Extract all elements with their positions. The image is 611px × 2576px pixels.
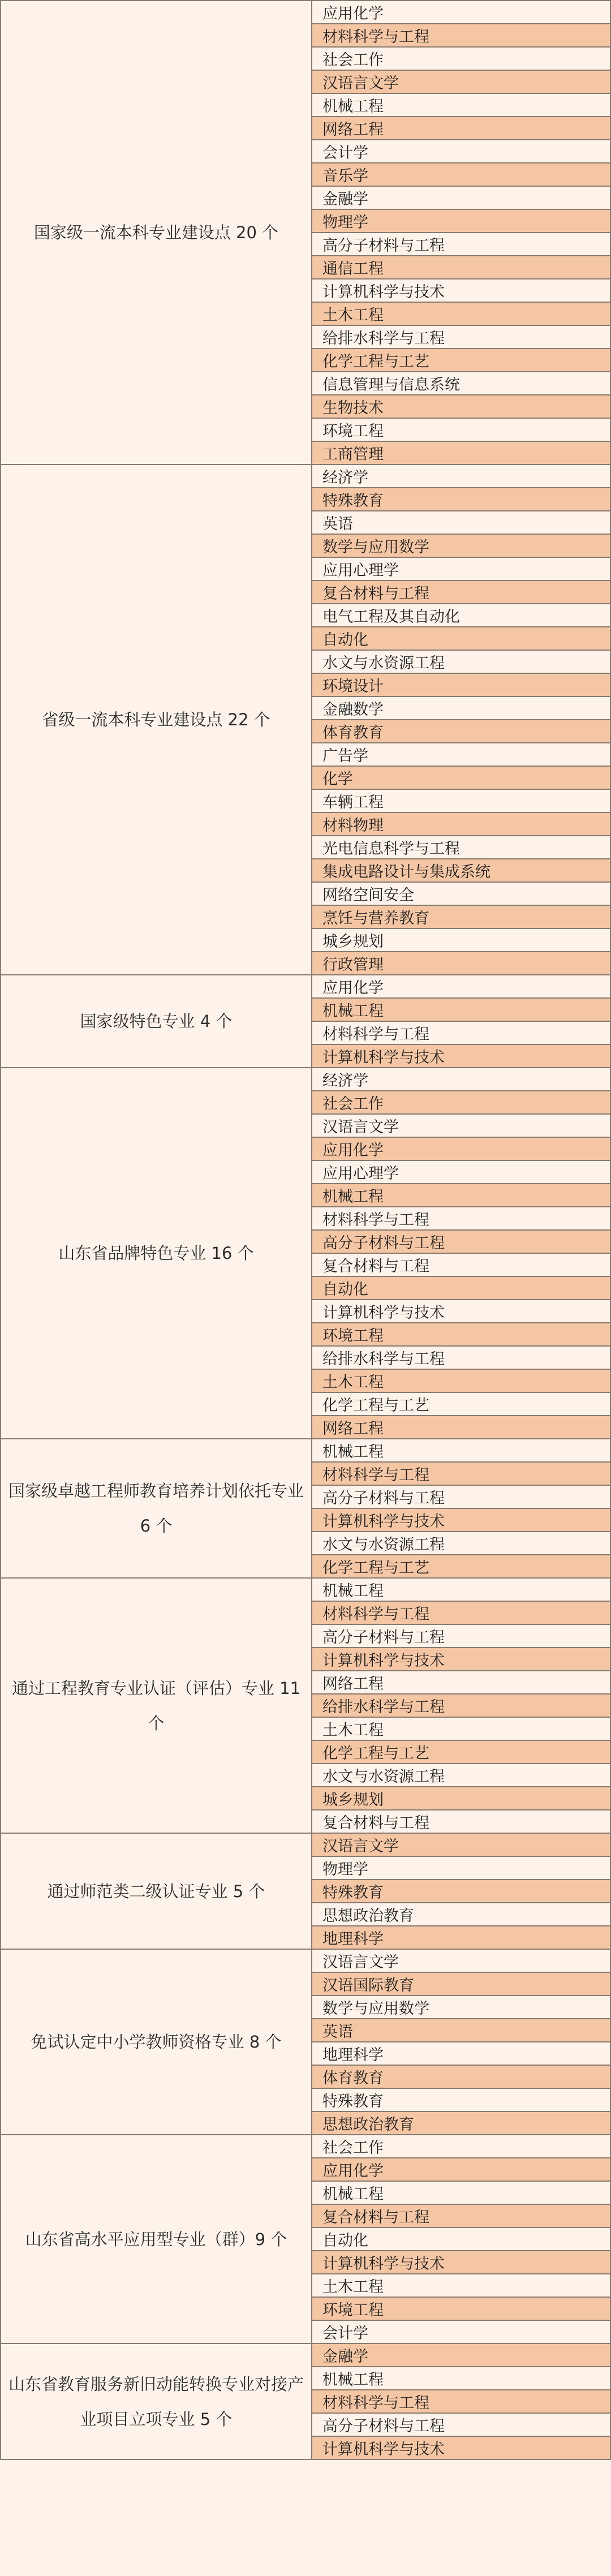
major-cell: 应用化学 bbox=[312, 1, 610, 24]
major-cell: 机械工程 bbox=[312, 93, 610, 117]
major-cell: 化学工程与工艺 bbox=[312, 349, 610, 372]
major-cell: 思想政治教育 bbox=[312, 1903, 610, 1926]
table-row bbox=[1, 1439, 610, 1462]
major-cell: 高分子材料与工程 bbox=[312, 1485, 610, 1508]
major-cell: 应用心理学 bbox=[312, 557, 610, 580]
major-cell: 机械工程 bbox=[312, 1439, 610, 1462]
major-cell: 汉语言文学 bbox=[312, 70, 610, 93]
table-row bbox=[1, 1949, 610, 1972]
major-cell: 英语 bbox=[312, 2019, 610, 2042]
major-cell: 汉语言文学 bbox=[312, 1833, 610, 1856]
major-cell: 音乐学 bbox=[312, 163, 610, 186]
major-cell: 机械工程 bbox=[312, 1578, 610, 1601]
major-cell: 计算机科学与技术 bbox=[312, 279, 610, 302]
table-row bbox=[1, 465, 610, 488]
major-cell: 地理科学 bbox=[312, 2042, 610, 2065]
major-cell: 城乡规划 bbox=[312, 1787, 610, 1810]
major-cell: 经济学 bbox=[312, 465, 610, 488]
major-cell: 环境工程 bbox=[312, 418, 610, 441]
major-cell: 体育教育 bbox=[312, 720, 610, 743]
major-cell: 英语 bbox=[312, 511, 610, 534]
major-cell: 高分子材料与工程 bbox=[312, 233, 610, 256]
major-cell: 材料科学与工程 bbox=[312, 1462, 610, 1485]
major-cell: 数学与应用数学 bbox=[312, 534, 610, 557]
table-row bbox=[1, 975, 610, 998]
major-cell: 环境设计 bbox=[312, 673, 610, 696]
major-cell: 体育教育 bbox=[312, 2065, 610, 2088]
major-cell: 生物技术 bbox=[312, 395, 610, 418]
major-cell: 材料科学与工程 bbox=[312, 1601, 610, 1624]
major-cell: 行政管理 bbox=[312, 952, 610, 975]
major-cell: 机械工程 bbox=[312, 1184, 610, 1207]
category-cell: 国家级卓越工程师教育培养计划依托专业 6 个 bbox=[1, 1439, 312, 1578]
major-cell: 土木工程 bbox=[312, 1717, 610, 1740]
major-cell: 应用化学 bbox=[312, 2158, 610, 2181]
table-row bbox=[1, 1833, 610, 1856]
major-cell: 集成电路设计与集成系统 bbox=[312, 859, 610, 882]
major-cell: 水文与水资源工程 bbox=[312, 1532, 610, 1555]
major-cell: 社会工作 bbox=[312, 2135, 610, 2158]
major-cell: 地理科学 bbox=[312, 1926, 610, 1949]
major-cell: 网络工程 bbox=[312, 1671, 610, 1694]
table-row bbox=[1, 2135, 610, 2158]
major-cell: 金融学 bbox=[312, 2343, 610, 2367]
category-cell: 山东省品牌特色专业 16 个 bbox=[1, 1068, 312, 1439]
major-cell: 自动化 bbox=[312, 1276, 610, 1300]
major-cell: 水文与水资源工程 bbox=[312, 650, 610, 673]
major-cell: 材料科学与工程 bbox=[312, 2390, 610, 2413]
major-cell: 材料科学与工程 bbox=[312, 1021, 610, 1044]
major-cell: 材料物理 bbox=[312, 812, 610, 836]
major-cell: 机械工程 bbox=[312, 2181, 610, 2204]
major-cell: 物理学 bbox=[312, 1856, 610, 1880]
major-cell: 信息管理与信息系统 bbox=[312, 372, 610, 395]
major-cell: 环境工程 bbox=[312, 1323, 610, 1346]
category-cell: 省级一流本科专业建设点 22 个 bbox=[1, 465, 312, 975]
category-cell: 通过师范类二级认证专业 5 个 bbox=[1, 1833, 312, 1949]
major-cell: 复合材料与工程 bbox=[312, 2204, 610, 2227]
major-cell: 应用化学 bbox=[312, 975, 610, 998]
major-cell: 材料科学与工程 bbox=[312, 24, 610, 47]
major-cell: 应用心理学 bbox=[312, 1160, 610, 1184]
major-cell: 广告学 bbox=[312, 743, 610, 766]
major-cell: 网络工程 bbox=[312, 117, 610, 140]
major-cell: 高分子材料与工程 bbox=[312, 2413, 610, 2436]
major-cell: 计算机科学与技术 bbox=[312, 1300, 610, 1323]
major-cell: 光电信息科学与工程 bbox=[312, 836, 610, 859]
major-cell: 思想政治教育 bbox=[312, 2111, 610, 2135]
major-cell: 网络空间安全 bbox=[312, 882, 610, 905]
table-row bbox=[1, 2343, 610, 2367]
major-cell: 金融学 bbox=[312, 186, 610, 209]
major-cell: 会计学 bbox=[312, 2320, 610, 2343]
major-cell: 复合材料与工程 bbox=[312, 580, 610, 604]
major-cell: 化学工程与工艺 bbox=[312, 1555, 610, 1578]
major-cell: 水文与水资源工程 bbox=[312, 1764, 610, 1787]
major-cell: 自动化 bbox=[312, 627, 610, 650]
major-cell: 环境工程 bbox=[312, 2297, 610, 2320]
major-cell: 烹饪与营养教育 bbox=[312, 905, 610, 928]
major-cell: 网络工程 bbox=[312, 1416, 610, 1439]
major-cell: 给排水科学与工程 bbox=[312, 1694, 610, 1717]
major-cell: 化学 bbox=[312, 766, 610, 789]
major-cell: 高分子材料与工程 bbox=[312, 1230, 610, 1253]
major-cell: 土木工程 bbox=[312, 2274, 610, 2297]
major-cell: 工商管理 bbox=[312, 441, 610, 465]
major-cell: 特殊教育 bbox=[312, 488, 610, 511]
major-cell: 土木工程 bbox=[312, 1369, 610, 1392]
major-cell: 机械工程 bbox=[312, 2367, 610, 2390]
table-row bbox=[1, 1578, 610, 1601]
major-cell: 数学与应用数学 bbox=[312, 1996, 610, 2019]
major-cell: 高分子材料与工程 bbox=[312, 1624, 610, 1648]
major-cell: 社会工作 bbox=[312, 47, 610, 70]
major-cell: 计算机科学与技术 bbox=[312, 1508, 610, 1532]
major-cell: 金融数学 bbox=[312, 696, 610, 720]
major-cell: 应用化学 bbox=[312, 1137, 610, 1160]
major-cell: 机械工程 bbox=[312, 998, 610, 1021]
major-cell: 车辆工程 bbox=[312, 789, 610, 812]
major-cell: 会计学 bbox=[312, 140, 610, 163]
major-cell: 计算机科学与技术 bbox=[312, 1648, 610, 1671]
table-body bbox=[1, 1, 610, 2459]
major-cell: 复合材料与工程 bbox=[312, 1810, 610, 1833]
major-cell: 特殊教育 bbox=[312, 2088, 610, 2111]
major-cell: 材料科学与工程 bbox=[312, 1207, 610, 1230]
major-cell: 给排水科学与工程 bbox=[312, 1346, 610, 1369]
major-cell: 自动化 bbox=[312, 2227, 610, 2251]
major-cell: 汉语言文学 bbox=[312, 1949, 610, 1972]
category-cell: 通过工程教育专业认证（评估）专业 11 个 bbox=[1, 1578, 312, 1833]
major-cell: 城乡规划 bbox=[312, 928, 610, 952]
major-cell: 电气工程及其自动化 bbox=[312, 604, 610, 627]
table-row bbox=[1, 1068, 610, 1091]
major-cell: 复合材料与工程 bbox=[312, 1253, 610, 1276]
major-cell: 计算机科学与技术 bbox=[312, 2251, 610, 2274]
major-cell: 通信工程 bbox=[312, 256, 610, 279]
major-cell: 给排水科学与工程 bbox=[312, 325, 610, 349]
major-cell: 特殊教育 bbox=[312, 1880, 610, 1903]
major-cell: 计算机科学与技术 bbox=[312, 2436, 610, 2459]
major-cell: 汉语国际教育 bbox=[312, 1972, 610, 1996]
major-cell: 经济学 bbox=[312, 1068, 610, 1091]
category-cell: 免试认定中小学教师资格专业 8 个 bbox=[1, 1949, 312, 2135]
category-cell: 国家级特色专业 4 个 bbox=[1, 975, 312, 1068]
category-cell: 山东省高水平应用型专业（群）9 个 bbox=[1, 2135, 312, 2343]
table-row bbox=[1, 1, 610, 24]
major-cell: 土木工程 bbox=[312, 302, 610, 325]
major-cell: 化学工程与工艺 bbox=[312, 1740, 610, 1764]
category-cell: 山东省教育服务新旧动能转换专业对接产业项目立项专业 5 个 bbox=[1, 2343, 312, 2459]
category-cell: 国家级一流本科专业建设点 20 个 bbox=[1, 1, 312, 465]
major-cell: 化学工程与工艺 bbox=[312, 1392, 610, 1416]
major-cell: 社会工作 bbox=[312, 1091, 610, 1114]
major-cell: 物理学 bbox=[312, 209, 610, 233]
major-cell: 汉语言文学 bbox=[312, 1114, 610, 1137]
major-cell: 计算机科学与技术 bbox=[312, 1044, 610, 1068]
